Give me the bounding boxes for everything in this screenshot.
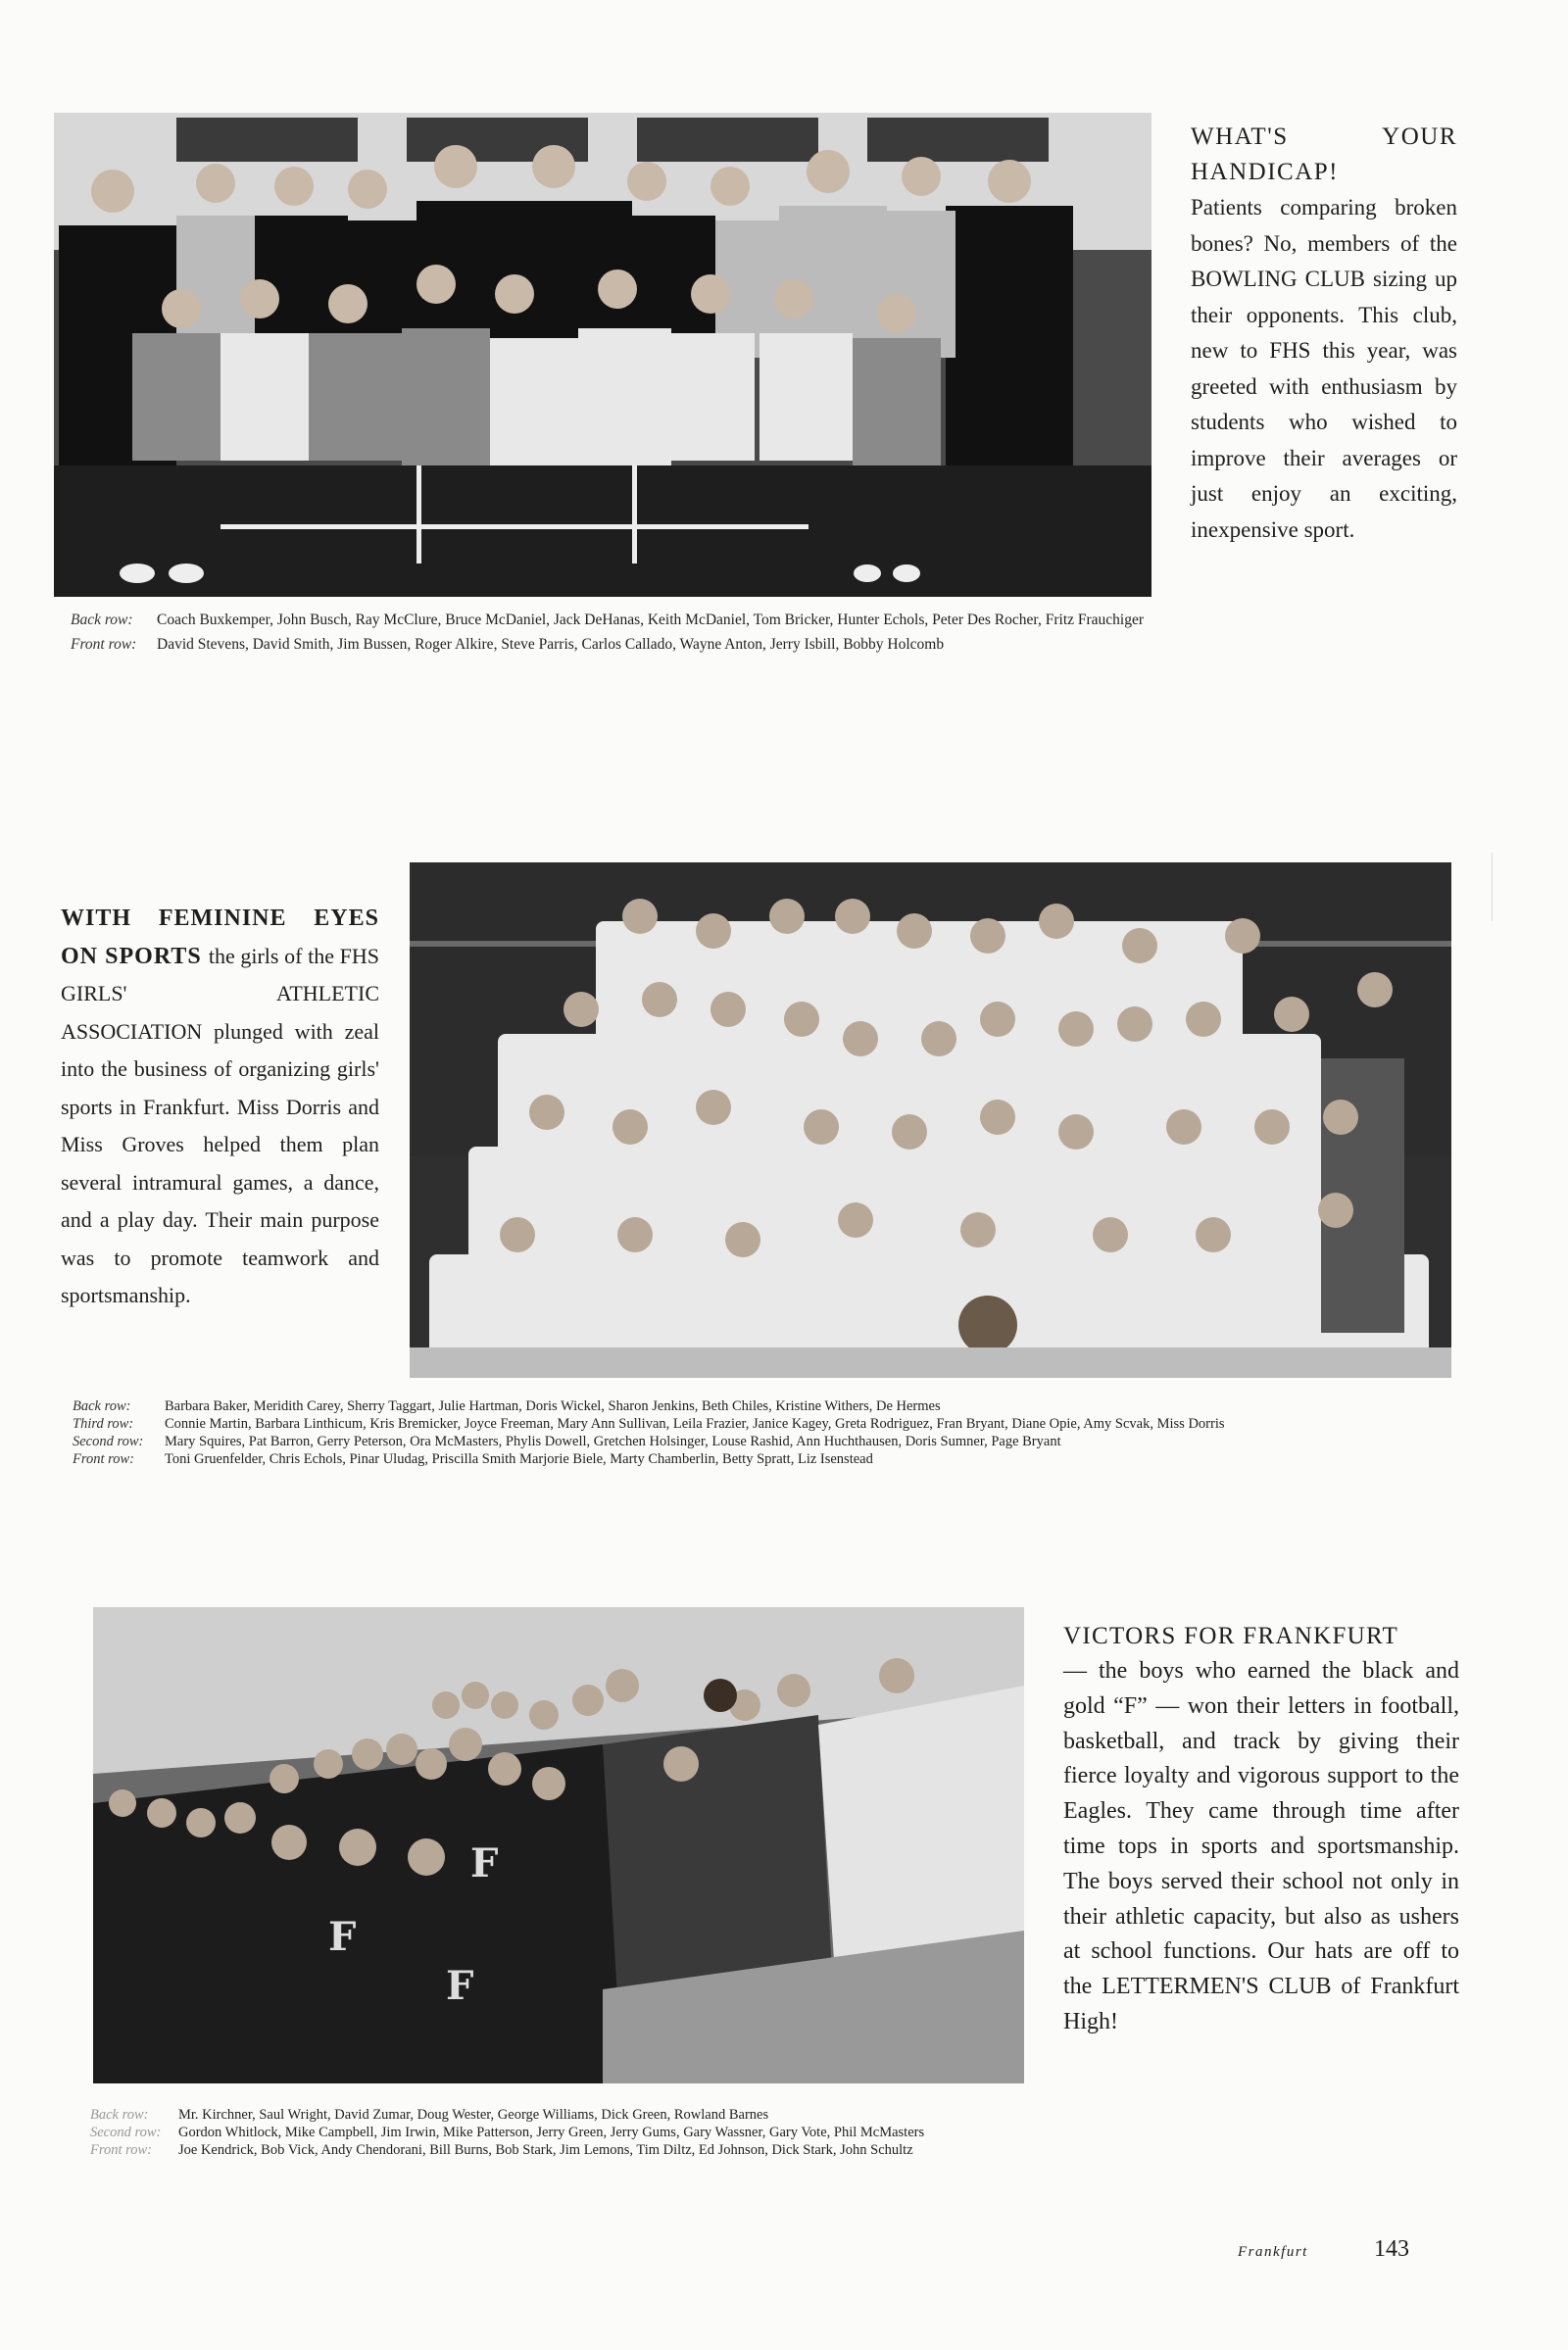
row-names: David Stevens, David Smith, Jim Bussen, Roger Alkire, Steve Parris, Carlos Callado, Wayne Anton, Jerry Isbill, Bobby Holcomb [157,636,945,653]
caption-row [90,2125,1247,2140]
gaa-caption [73,1398,1464,1469]
row-names: Barbara Baker, Meridith Carey, Sherry Taggart, Julie Hartman, Doris Wickel, Sharon Jenkins, Beth Chiles, Kristine Withers, De Hermes [165,1398,941,1414]
gaa-body: the girls of the FHS GIRLS' ATHLETIC ASSOCIATION plunged with zeal into the business of organizing girls' sports in Frankfurt. Miss Dorris and Miss Groves helped them plan several intramural games, a dance, and a play day. Their main purpose was to promote teamwork and sportsmanship. [61,943,379,1307]
row-label: Second row: [73,1434,144,1449]
bowling-club-heading: WHAT'S YOUR HANDICAP! [1191,123,1457,185]
row-names: Mary Squires, Pat Barron, Gerry Peterson, Ora McMasters, Phylis Dowell, Gretchen Holsinger, Louse Rashid, Ann Huchthausen, Doris Sumner, Page Bryant [165,1434,1061,1449]
svg-text:F: F [470,1840,499,1886]
caption-row [73,1451,1464,1467]
gaa-blurb [61,900,379,1315]
lettermens-club-photo-art [93,1607,1024,2083]
lettermens-club-photo [93,1607,1024,2083]
row-names: Connie Martin, Barbara Linthicum, Kris Bremicker, Joyce Freeman, Mary Ann Sullivan, Leila Frazier, Janice Kagey, Greta Rodriguez, Fran Bryant, Diane Opie, Amy Scvak, Miss Dorris [165,1416,1225,1432]
gaa-photo [410,862,1451,1378]
row-label: Third row: [73,1416,134,1432]
bowling-club-body: Patients comparing broken bones? No, members of the BOWLING CLUB sizing up their opponents. This club, new to FHS this year, was greeted with enthusiasm by students who wished to improve their averages or just enjoy an exciting, inexpensive sport. [1191,195,1457,542]
row-names: Joe Kendrick, Bob Vick, Andy Chendorani, Bill Burns, Bob Stark, Jim Lemons, Tim Diltz, Ed Johnson, Dick Stark, John Schultz [178,2142,913,2158]
bowling-club-caption [71,612,1149,661]
caption-row [71,637,1149,653]
lettermens-club-heading: VICTORS FOR FRANKFURT [1063,1623,1399,1649]
row-label: Back row: [71,612,133,628]
lettermens-club-caption [90,2107,1247,2160]
row-names: Mr. Kirchner, Saul Wright, David Zumar, Doug Wester, George Williams, Dick Green, Rowland Barnes [178,2107,769,2123]
row-label: Back row: [73,1398,131,1414]
caption-row [73,1416,1464,1432]
footer-section-name: Frankfurt [1238,2244,1308,2260]
page-edge-line [1492,853,1493,921]
bowling-club-photo [54,113,1152,597]
lettermens-club-blurb [1063,1619,1459,2040]
svg-text:F: F [446,1963,474,2009]
page-number: 143 [1374,2236,1409,2262]
gaa-heading: WITH FEMININE EYES ON SPORTS [61,906,379,969]
row-names: Toni Gruenfelder, Chris Echols, Pinar Uludag, Priscilla Smith Marjorie Biele, Marty Chamberlin, Betty Spratt, Liz Isenstead [165,1451,873,1467]
row-label: Front row: [90,2142,152,2158]
caption-row [90,2107,1247,2123]
caption-row [73,1434,1464,1449]
row-label: Back row: [90,2107,149,2123]
row-label: Front row: [73,1451,134,1467]
row-names: Gordon Whitlock, Mike Campbell, Jim Irwin, Mike Patterson, Jerry Green, Jerry Gums, Gary Wassner, Gary Vote, Phil McMasters [178,2125,925,2140]
row-label: Second row: [90,2125,162,2140]
gaa-photo-art [410,862,1451,1378]
lettermens-club-body: — the boys who earned the black and gold “F” — won their letters in football, basketball, and track by giving their fierce loyalty and vigorous support to the Eagles. They came through time after time tops in sports and sportsmanship. The boys served their school not only in their athletic capacity, but also as ushers at school functions. Our hats are off to the LETTERMEN'S CLUB of Frankfurt High! [1063,1658,1459,2034]
row-names: Coach Buxkemper, John Busch, Ray McClure, Bruce McDaniel, Jack DeHanas, Keith McDaniel, Tom Bricker, Hunter Echols, Peter Des Rocher, Fritz Frauchiger [157,612,1145,628]
caption-row [73,1398,1464,1414]
bowling-club-photo-art [54,113,1152,597]
row-label: Front row: [71,636,137,653]
svg-text:F: F [328,1914,357,1960]
caption-row [90,2142,1247,2158]
bowling-club-blurb [1191,120,1457,548]
caption-row [71,612,1149,628]
